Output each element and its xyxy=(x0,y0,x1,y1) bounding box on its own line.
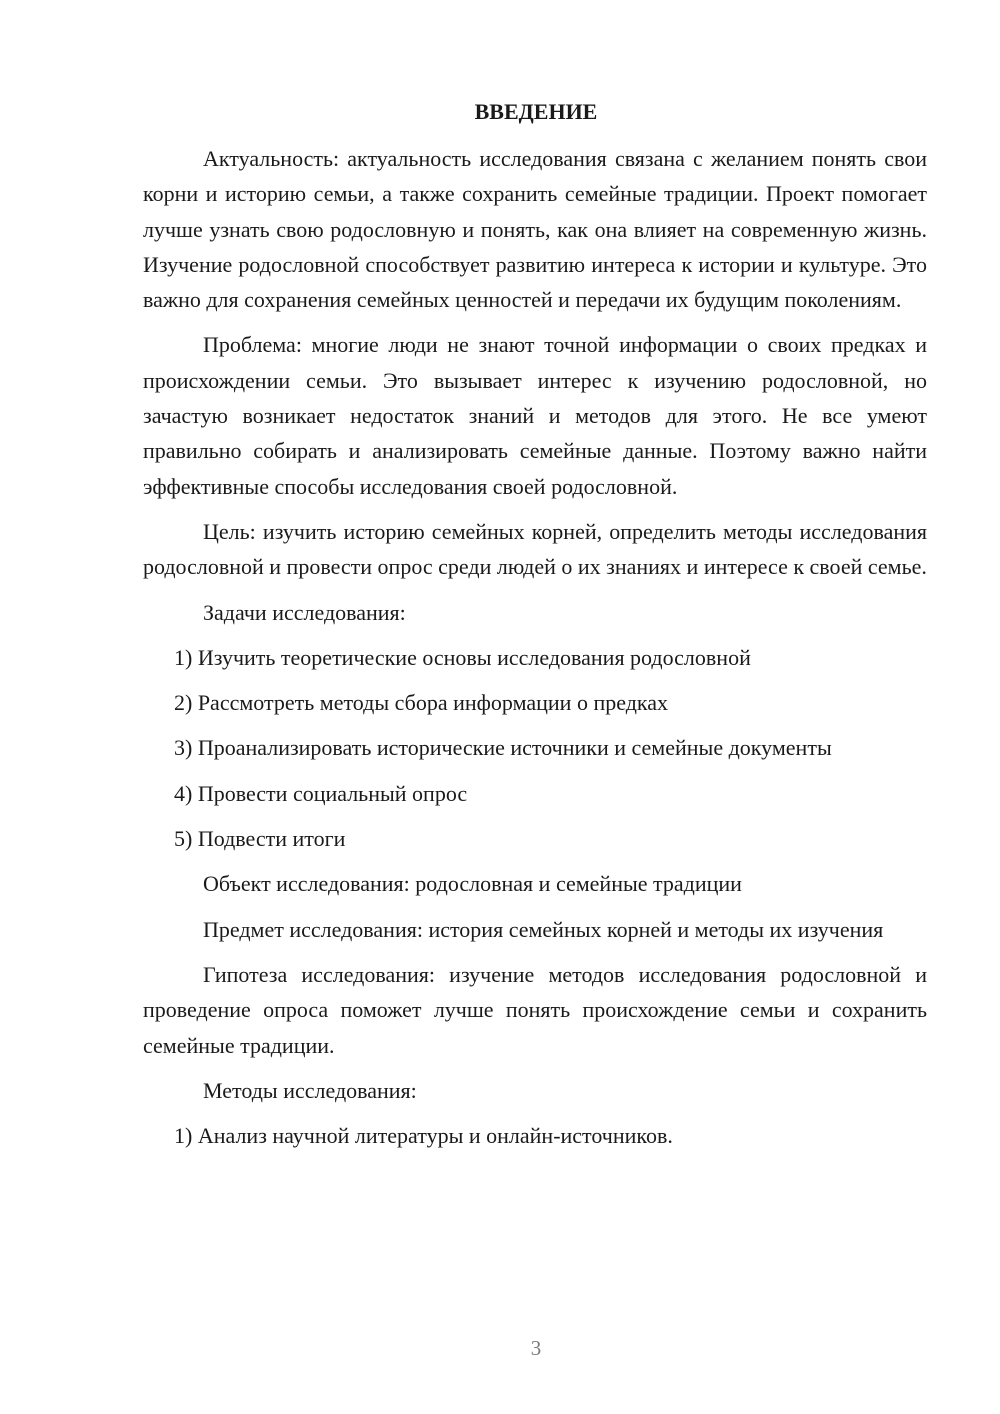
task-item: 4) Провести социальный опрос xyxy=(174,780,468,806)
document-body xyxy=(143,141,927,1163)
methods-title: Методы исследования: xyxy=(203,1077,417,1103)
paragraph-problem: Проблема: многие люди не знают точной информации о своих предках и происхождении семьи. Это вызывает интерес к изучению родословной, но зачастую возникает недостаток знаний и методов для этого. Не все умеют правильно собирать и анализировать семейные данные. Поэтому важно найти эффективные способы исследования своей родословной. xyxy=(143,332,927,499)
paragraph-object: Объект исследования: родословная и семейные традиции xyxy=(203,871,742,897)
task-item: 1) Изучить теоретические основы исследования родословной xyxy=(174,644,751,670)
page-number: 3 xyxy=(530,1336,542,1360)
paragraph-hypothesis: Гипотеза исследования: изучение методов исследования родословной и проведение опроса поможет лучше понять происхождение семьи и сохранить семейные традиции. xyxy=(143,961,927,1058)
task-item: 3) Проанализировать исторические источники и семейные документы xyxy=(174,735,832,761)
task-item: 5) Подвести итоги xyxy=(174,826,346,852)
task-item: 2) Рассмотреть методы сбора информации о предках xyxy=(174,690,669,716)
tasks-title: Задачи исследования: xyxy=(203,599,406,625)
method-item: 1) Анализ научной литературы и онлайн-источников. xyxy=(174,1123,673,1149)
paragraph-relevance: Актуальность: актуальность исследования связана с желанием понять свои корни и историю семьи, а также сохранить семейные традиции. Проект помогает лучше узнать свою родословную и понять, как она влияет на современную жизнь. Изучение родословной способствует развитию интереса к истории и культуре. Это важно для сохранения семейных ценностей и передачи их будущим поколениям. xyxy=(143,146,927,313)
paragraph-goal: Цель: изучить историю семейных корней, определить методы исследования родословной и провести опрос среди людей о их знаниях и интересе к своей семье. xyxy=(143,518,927,580)
paragraph-subject: Предмет исследования: история семейных корней и методы их изучения xyxy=(203,916,884,942)
section-heading: ВВЕДЕНИЕ xyxy=(474,99,598,124)
